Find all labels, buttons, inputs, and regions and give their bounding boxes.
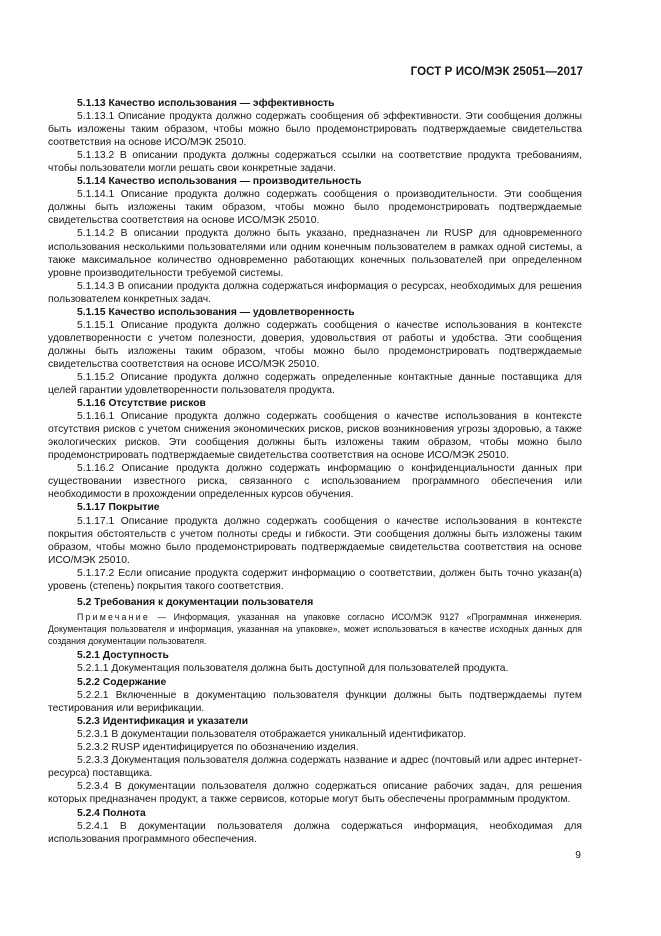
section-heading: 5.2 Требования к документации пользователя <box>77 596 314 608</box>
note-text: — Информация, указанная на упаковке согласно ИСО/МЭК 9127 «Программная инженерия. Документация пользователя и информация, указанная на упаковке», может использоваться в качестве исходных данных для создания документации пользователя. <box>48 611 582 647</box>
page-number: 9 <box>575 850 581 861</box>
document-body <box>48 97 582 846</box>
paragraph: 5.2.3.2 RUSP идентифицируется по обозначению изделия. <box>77 741 359 753</box>
paragraph: 5.1.15.1 Описание продукта должно содержать сообщения о качестве использования в контексте удовлетворенности с учетом полезности, доверия, удовольствия от работы и удобства. Эти сообщения должны быть изложены таким образом, чтобы можно было продемонстрировать подтверждаемые свидетельства соответствия на основе ИСО/МЭК 25010. <box>48 319 582 370</box>
section-heading: 5.2.2 Содержание <box>77 676 167 688</box>
paragraph: 5.1.16.2 Описание продукта должно содержать информацию о конфиденциальности данных при существовании известного риска, связанного с использованием программного обеспечения или необходимости в прохождении определенных курсов обучения. <box>48 463 582 501</box>
section-heading: 5.1.15 Качество использования — удовлетворенность <box>77 306 355 318</box>
standard-designation: ГОСТ Р ИСО/МЭК 25051—2017 <box>410 66 583 78</box>
note-label: Примечание <box>77 611 150 622</box>
paragraph: 5.1.14.2 В описании продукта должно быть указано, предназначен ли RUSP для одновременного использования несколькими пользователями или одним конечным пользователем в рамках одной системы, а также максимальное количество одновременно работающих конечных пользователей при определенном уровне производительности требуемой системы. <box>48 228 582 279</box>
paragraph: 5.1.17.2 Если описание продукта содержит информацию о соответствии, должен быть точно указан(а) уровень (степень) покрытия такого соответствия. <box>48 567 582 592</box>
paragraph: 5.1.17.1 Описание продукта должно содержать сообщения о качестве использования в контексте покрытия обстоятельств с учетом полноты среды и гибкости. Эти сообщения должны быть изложены таким образом, чтобы можно было продемонстрировать подтверждаемые свидетельства соответствия на основе ИСО/МЭК 25010. <box>48 515 582 566</box>
paragraph: 5.2.1.1 Документация пользователя должна быть доступной для пользователей продукта. <box>77 663 509 675</box>
paragraph: 5.1.13.2 В описании продукта должны содержаться ссылки на соответствие продукта требованиям, чтобы пользователи могли решать свои конкретные задачи. <box>48 150 582 175</box>
paragraph: 5.1.15.2 Описание продукта должно содержать определенные контактные данные поставщика для целей гарантии удовлетворенности пользователя продукта. <box>48 371 582 397</box>
section-heading: 5.1.13 Качество использования — эффективность <box>77 98 335 109</box>
paragraph: 5.2.4.1 В документации пользователя должна содержаться информация, необходимая для использования программного обеспечения. <box>48 821 582 846</box>
paragraph: 5.1.16.1 Описание продукта должно содержать сообщения о качестве использования в контексте отсутствия рисков с учетом снижения экономических рисков, рисков возникновения угрозы здоровью, а также экологических рисков. Эти сообщения должны быть изложены таким образом, чтобы можно было продемонстрировать подтверждаемые свидетельства соответствия на основе ИСО/МЭК 25010. <box>48 411 582 462</box>
paragraph: 5.2.2.1 Включенные в документацию пользователя функции должны быть подтверждаемы путем тестирования или верификации. <box>48 689 582 714</box>
paragraph: 5.1.13.1 Описание продукта должно содержать сообщения об эффективности. Эти сообщения должны быть изложены таким образом, чтобы можно было продемонстрировать подтверждаемые свидетельства соответствия на основе ИСО/МЭК 25010. <box>48 111 582 149</box>
section-heading: 5.2.1 Доступность <box>77 650 169 662</box>
note <box>48 611 582 648</box>
paragraph: 5.2.3.1 В документации пользователя отображается уникальный идентификатор. <box>77 728 467 740</box>
section-heading: 5.1.14 Качество использования — производительность <box>77 176 362 188</box>
section-heading: 5.2.4 Полнота <box>77 808 146 819</box>
paragraph: 5.2.3.4 В документации пользователя должно содержаться описание рабочих задач, для решения которых предназначен продукт, а также сервисов, которые могут быть обеспечены программным продуктом. <box>48 780 582 805</box>
paragraph: 5.2.3.3 Документация пользователя должна содержать название и адрес (почтовый или адрес интернет-ресурса) поставщика. <box>48 754 582 779</box>
paragraph: 5.1.14.3 В описании продукта должна содержаться информация о ресурсах, необходимых для решения пользователем конкретных задач. <box>48 280 582 305</box>
section-heading: 5.1.17 Покрытие <box>77 502 160 514</box>
section-heading: 5.2.3 Идентификация и указатели <box>77 715 249 727</box>
section-heading: 5.1.16 Отсутствие рисков <box>77 398 206 410</box>
paragraph: 5.1.14.1 Описание продукта должно содержать сообщения о производительности. Эти сообщения должны быть изложены таким образом, чтобы можно было продемонстрировать подтверждаемые свидетельства соответствия на основе ИСО/МЭК 25010. <box>48 189 582 227</box>
